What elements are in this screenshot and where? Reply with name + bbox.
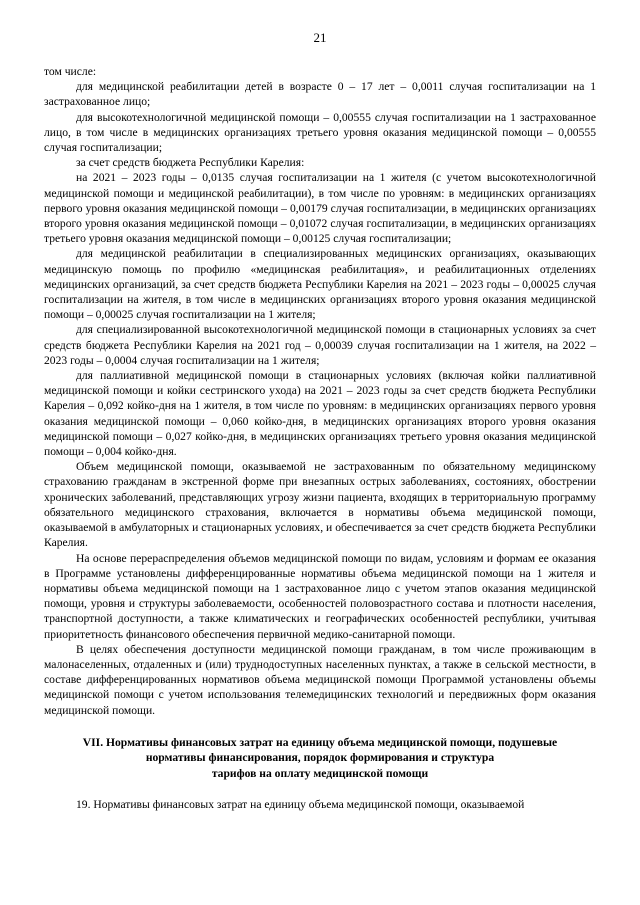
paragraph: том числе: — [44, 65, 97, 78]
section-heading-line: тарифов на оплату медицинской помощи — [211, 766, 429, 780]
section-heading — [44, 735, 596, 782]
document-body — [44, 64, 596, 812]
paragraph: на 2021 – 2023 годы – 0,0135 случая госпитализации на 1 жителя (с учетом высокотехнологичной медицинской помощи и медицинской реабилитации), в том числе по уровням: в медицинских организациях первого уровня оказания медицинской помощи – 0,00179 случая госпитализации, в медицинских организациях второго уровня оказания медицинской помощи – 0,01072 случая госпитализации, в медицинских организациях третьего уровня оказания медицинской помощи – 0,00125 случая госпитализации; — [44, 171, 596, 246]
paragraph: Объем медицинской помощи, оказываемой не застрахованным по обязательному медицинскому страхованию гражданам в экстренной форме при внезапных острых заболеваниях, состояниях, обострении хронических заболеваний, представляющих угрозу жизни пациента, входящих в территориальную программу обязательного медицинского страхования, включается в нормативы объема медицинской помощи, оказываемой в амбулаторных и стационарных условиях, и обеспечивается за счет средств бюджета Республики Карелия. — [44, 460, 596, 550]
paragraph: для медицинской реабилитации детей в возрасте 0 – 17 лет – 0,0011 случая госпитализации на 1 застрахованное лицо; — [44, 80, 596, 109]
paragraph: для высокотехнологичной медицинской помощи – 0,00555 случая госпитализации на 1 застрахованное лицо, в том числе в медицинских организациях третьего уровня оказания медицинской помощи – 0,00555 случая госпитализации; — [44, 110, 596, 155]
section-heading-line: VII. Нормативы финансовых затрат на единицу объема медицинской помощи, подушевые — [82, 735, 558, 749]
paragraph: для специализированной высокотехнологичной медицинской помощи в стационарных условиях за счет средств бюджета Республики Карелия на 2021 год – 0,00039 случая госпитализации на 1 жителя, на 2022 – 2023 годы – 0,0004 случая госпитализации на 1 жителя; — [44, 323, 596, 367]
paragraph: для медицинской реабилитации в специализированных медицинских организациях, оказывающих медицинскую помощь по профилю «медицинская реабилитация», и реабилитационных отделениях медицинских организаций, за счет средств бюджета Республики Карелия на 2021 – 2023 годы – 0,00025 случая госпитализации на жителя, в том числе в медицинских организациях второго уровня оказания медицинской помощи – 0,00025 случая госпитализации на 1 жителя; — [44, 247, 596, 322]
paragraph: На основе перераспределения объемов медицинской помощи по видам, условиям и формам ее оказания в Программе установлены дифференцированные нормативы объема медицинской помощи на 1 жителя и нормативы объема медицинской помощи на 1 застрахованное лицо с учетом этапов оказания медицинской помощи, уровня и структуры заболеваемости, особенностей половозрастного состава и плотности населения, транспортной доступности, а также климатических и географических особенностей республики, учитывая приоритетность финансового обеспечения первичной медико-санитарной помощи. — [44, 551, 596, 641]
page-number: 21 — [313, 30, 327, 45]
paragraph: за счет средств бюджета Республики Карелия: — [76, 156, 305, 170]
paragraph: 19. Нормативы финансовых затрат на единицу объема медицинской помощи, оказываемой — [76, 797, 525, 811]
section-heading-line: нормативы финансирования, порядок формирования и структура — [145, 751, 495, 765]
paragraph: для паллиативной медицинской помощи в стационарных условиях (включая койки паллиативной медицинской помощи и койки сестринского ухода) на 2021 – 2023 годы за счет средств бюджета Республики Карелия – 0,092 койко-дня на 1 жителя, в том числе по уровням: в медицинских организациях первого уровня оказания медицинской помощи – 0,060 койко-дня, в медицинских организациях второго уровня оказания медицинской помощи – 0,027 койко-дня, в медицинских организациях третьего уровня оказания медицинской помощи – 0,004 койко-дня. — [44, 369, 596, 459]
paragraph: В целях обеспечения доступности медицинской помощи гражданам, в том числе проживающим в малонаселенных, отдаленных и (или) труднодоступных населенных пунктах, а также в сельской местности, в составе дифференцированных нормативов объема медицинской помощи Программой установлены объемы медицинской помощи с учетом использования телемедицинских технологий и передвижных форм оказания медицинской помощи. — [44, 642, 596, 717]
